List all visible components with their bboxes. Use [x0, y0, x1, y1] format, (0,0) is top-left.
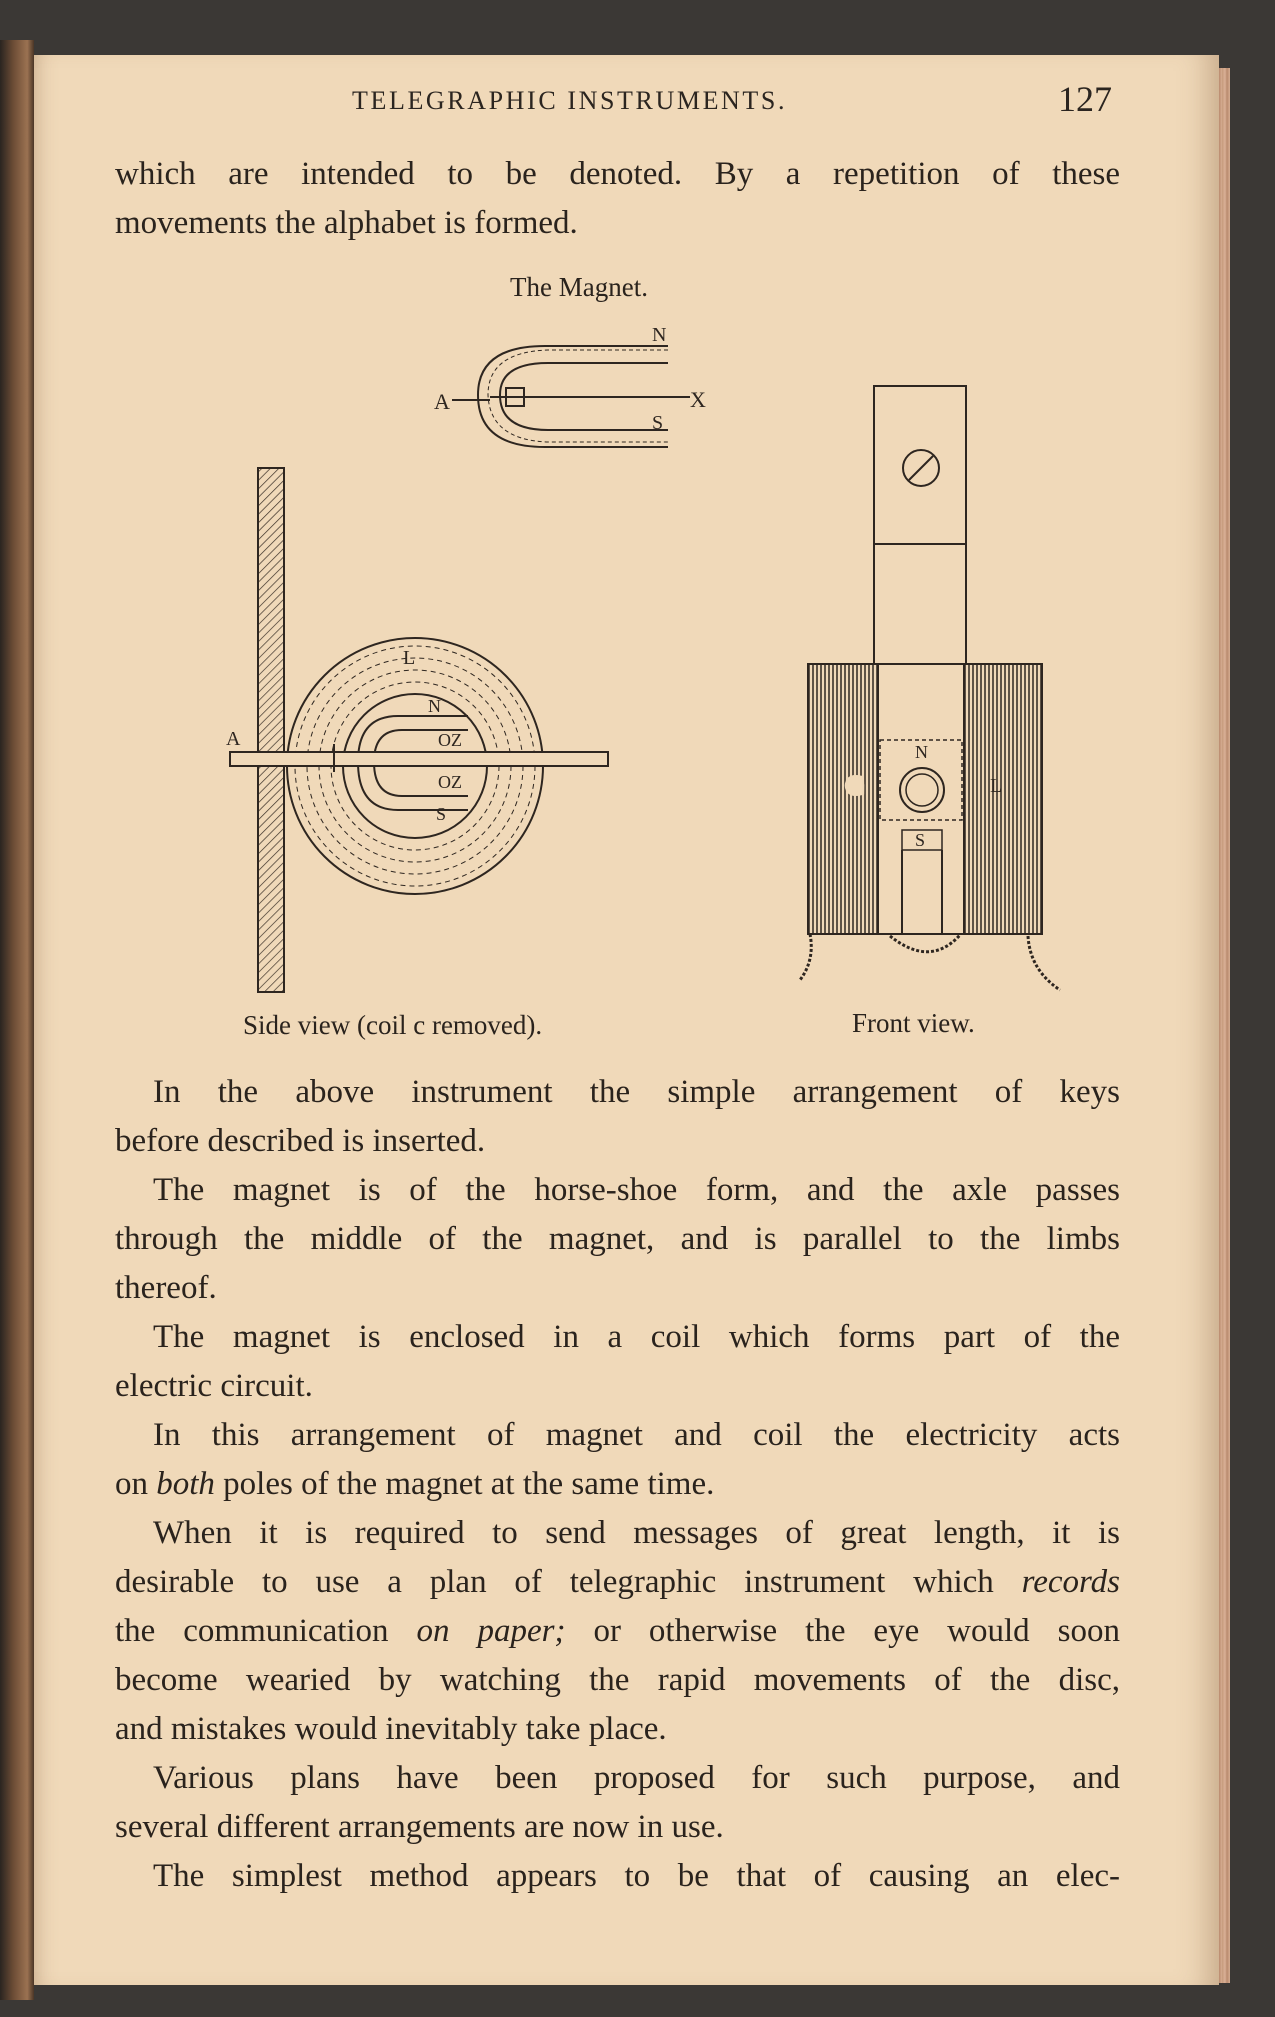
- figure-title: The Magnet.: [510, 272, 648, 302]
- text-line: When it is required to send messages of great length, it is: [153, 1515, 1120, 1551]
- text-line: In the above instrument the simple arrangement of keys: [153, 1074, 1120, 1110]
- italic-text: both: [156, 1466, 215, 1502]
- paragraph-5: [115, 1509, 1120, 1754]
- text-line: [115, 1460, 1120, 1509]
- paragraph-2: [115, 1166, 1120, 1313]
- text-line: several different arrangements are now in use.: [115, 1809, 724, 1845]
- text-line: The simplest method appears to be that of causing an elec-: [153, 1858, 1120, 1894]
- text-line: before described is inserted.: [115, 1123, 486, 1159]
- side-view-diagram: [226, 468, 608, 992]
- text-line: and mistakes would inevitably take place.: [115, 1711, 667, 1747]
- front-view-diagram: [800, 386, 1060, 990]
- label-n-front: N: [915, 742, 928, 762]
- label-oz-lower: OZ: [438, 772, 462, 792]
- label-s-top: S: [652, 412, 664, 434]
- text-line: become wearied by watching the rapid movements of the disc,: [115, 1662, 1120, 1698]
- body-text: [115, 1068, 1120, 1901]
- paragraph-1: [115, 1068, 1120, 1166]
- text-segment: desirable to use a plan of telegraphic instrument which: [115, 1564, 1022, 1600]
- caption-side-view: Side view (coil c removed).: [243, 1010, 543, 1040]
- text-line: The magnet is enclosed in a coil which forms part of the: [153, 1319, 1120, 1355]
- label-n-top: N: [652, 324, 667, 346]
- label-a-top: A: [434, 389, 450, 414]
- paragraph-6: [115, 1754, 1120, 1852]
- label-c-front: C: [848, 775, 862, 797]
- paragraph-7: [115, 1852, 1120, 1901]
- text-line: The magnet is of the horse-shoe form, and the axle passes: [153, 1172, 1120, 1208]
- page-number: 127: [1058, 79, 1112, 119]
- label-s-side: S: [436, 804, 447, 824]
- label-l-side: L: [403, 647, 416, 669]
- text-line: [115, 1607, 1120, 1656]
- text-line: [115, 1558, 1120, 1607]
- text-line: In this arrangement of magnet and coil the electricity acts: [153, 1417, 1120, 1453]
- label-oz-upper: OZ: [438, 730, 462, 750]
- text-line: Various plans have been proposed for such purpose, and: [153, 1760, 1120, 1796]
- text-segment: on: [115, 1466, 157, 1502]
- italic-text: records: [1021, 1564, 1120, 1600]
- text-segment: or otherwise the eye would soon: [565, 1613, 1120, 1649]
- text-line: movements the alphabet is formed.: [115, 205, 578, 241]
- label-s-front: S: [915, 830, 926, 850]
- text-line: electric circuit.: [115, 1368, 313, 1404]
- paragraph-4: [115, 1411, 1120, 1509]
- label-x-top: X: [690, 387, 706, 412]
- italic-text: on paper;: [416, 1613, 566, 1649]
- paragraph-3: [115, 1313, 1120, 1411]
- running-head: TELEGRAPHIC INSTRUMENTS.: [352, 86, 788, 115]
- label-n-side: N: [428, 696, 441, 716]
- text-line: thereof.: [115, 1270, 217, 1306]
- text-line: through the middle of the magnet, and is parallel to the limbs: [115, 1221, 1120, 1257]
- caption-front-view: Front view.: [852, 1008, 975, 1038]
- label-l-front: L: [990, 775, 1003, 797]
- text-segment: poles of the magnet at the same time.: [214, 1466, 715, 1502]
- horseshoe-magnet-diagram: [434, 324, 706, 447]
- text-segment: the communication: [115, 1613, 417, 1649]
- text-line: which are intended to be denoted. By a repetition of these: [115, 156, 1120, 192]
- label-a-side: A: [226, 728, 241, 750]
